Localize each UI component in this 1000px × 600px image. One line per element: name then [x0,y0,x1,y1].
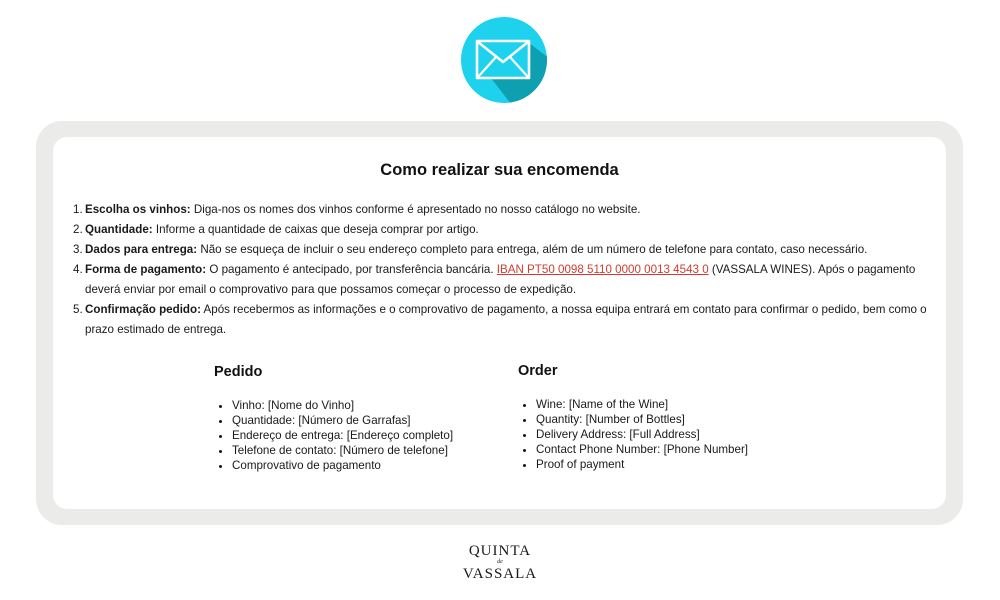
step-text: Diga-nos os nomes dos vinhos conforme é apresentado no nosso catálogo no website. [190,203,641,216]
envelope-icon [461,17,547,103]
step-text: Após recebermos as informações e o comprovativo de pagamento, a nossa equipa entrará em contato para confirmar o pedido, bem como o prazo estimado de entrega. [85,303,927,336]
list-item: • Comprovativo de pagamento [232,458,504,473]
list-item: • Contact Phone Number: [Phone Number] [536,442,808,457]
brand-logo [440,543,560,582]
order-heading: Order [518,363,558,379]
step-number: 3. [73,243,83,256]
step-item [73,300,939,340]
list-item: • Proof of payment [536,457,808,472]
step-number: 2. [73,223,83,236]
step-item [73,200,939,220]
pedido-heading: Pedido [214,364,263,380]
iban-link[interactable]: IBAN PT50 0098 5110 0000 0013 4543 0 [496,263,709,276]
pedido-section [214,364,504,473]
list-item: • Vinho: [Nome do Vinho] [232,398,504,413]
step-text: O pagamento é antecipado, por transferência bancária. [206,263,497,276]
step-text: (VASSALA WINES). Após o pagamento deverá enviar por email o comprovativo para que possamos começar o processo de expedição. [85,263,916,296]
step-label: Confirmação pedido: [85,303,201,316]
step-item [73,240,939,260]
pedido-list [214,398,504,473]
step-number: 4. [73,263,83,276]
step-text: Não se esqueça de incluir o seu endereço completo para entrega, além de um número de telefone para contato, caso necessário. [197,243,868,256]
step-number: 5. [73,303,83,316]
logo-line-2: de [497,559,503,565]
step-label: Quantidade: [85,223,153,236]
step-item [73,220,939,240]
list-item: • Endereço de entrega: [Endereço completo] [232,428,504,443]
step-label: Dados para entrega: [85,243,198,256]
logo-line-1: QUINTA [468,543,532,559]
step-label: Escolha os vinhos: [85,203,191,216]
steps-list [73,200,939,340]
order-section [518,363,808,472]
step-label: Forma de pagamento: [85,263,207,276]
order-instructions-card [36,121,963,525]
list-item: • Telefone de contato: [Número de telefone] [232,443,504,458]
step-item [73,260,939,300]
page-title: Como realizar sua encomenda [380,161,619,179]
list-item: • Quantidade: [Número de Garrafas] [232,413,504,428]
list-item: • Quantity: [Number of Bottles] [536,412,808,427]
step-text: Informe a quantidade de caixas que deseja comprar por artigo. [152,223,479,236]
step-number: 1. [73,203,83,216]
logo-line-3: VASSALA [462,566,538,582]
card-content [53,137,946,509]
order-list [518,397,808,472]
list-item: • Delivery Address: [Full Address] [536,427,808,442]
list-item: • Wine: [Name of the Wine] [536,397,808,412]
